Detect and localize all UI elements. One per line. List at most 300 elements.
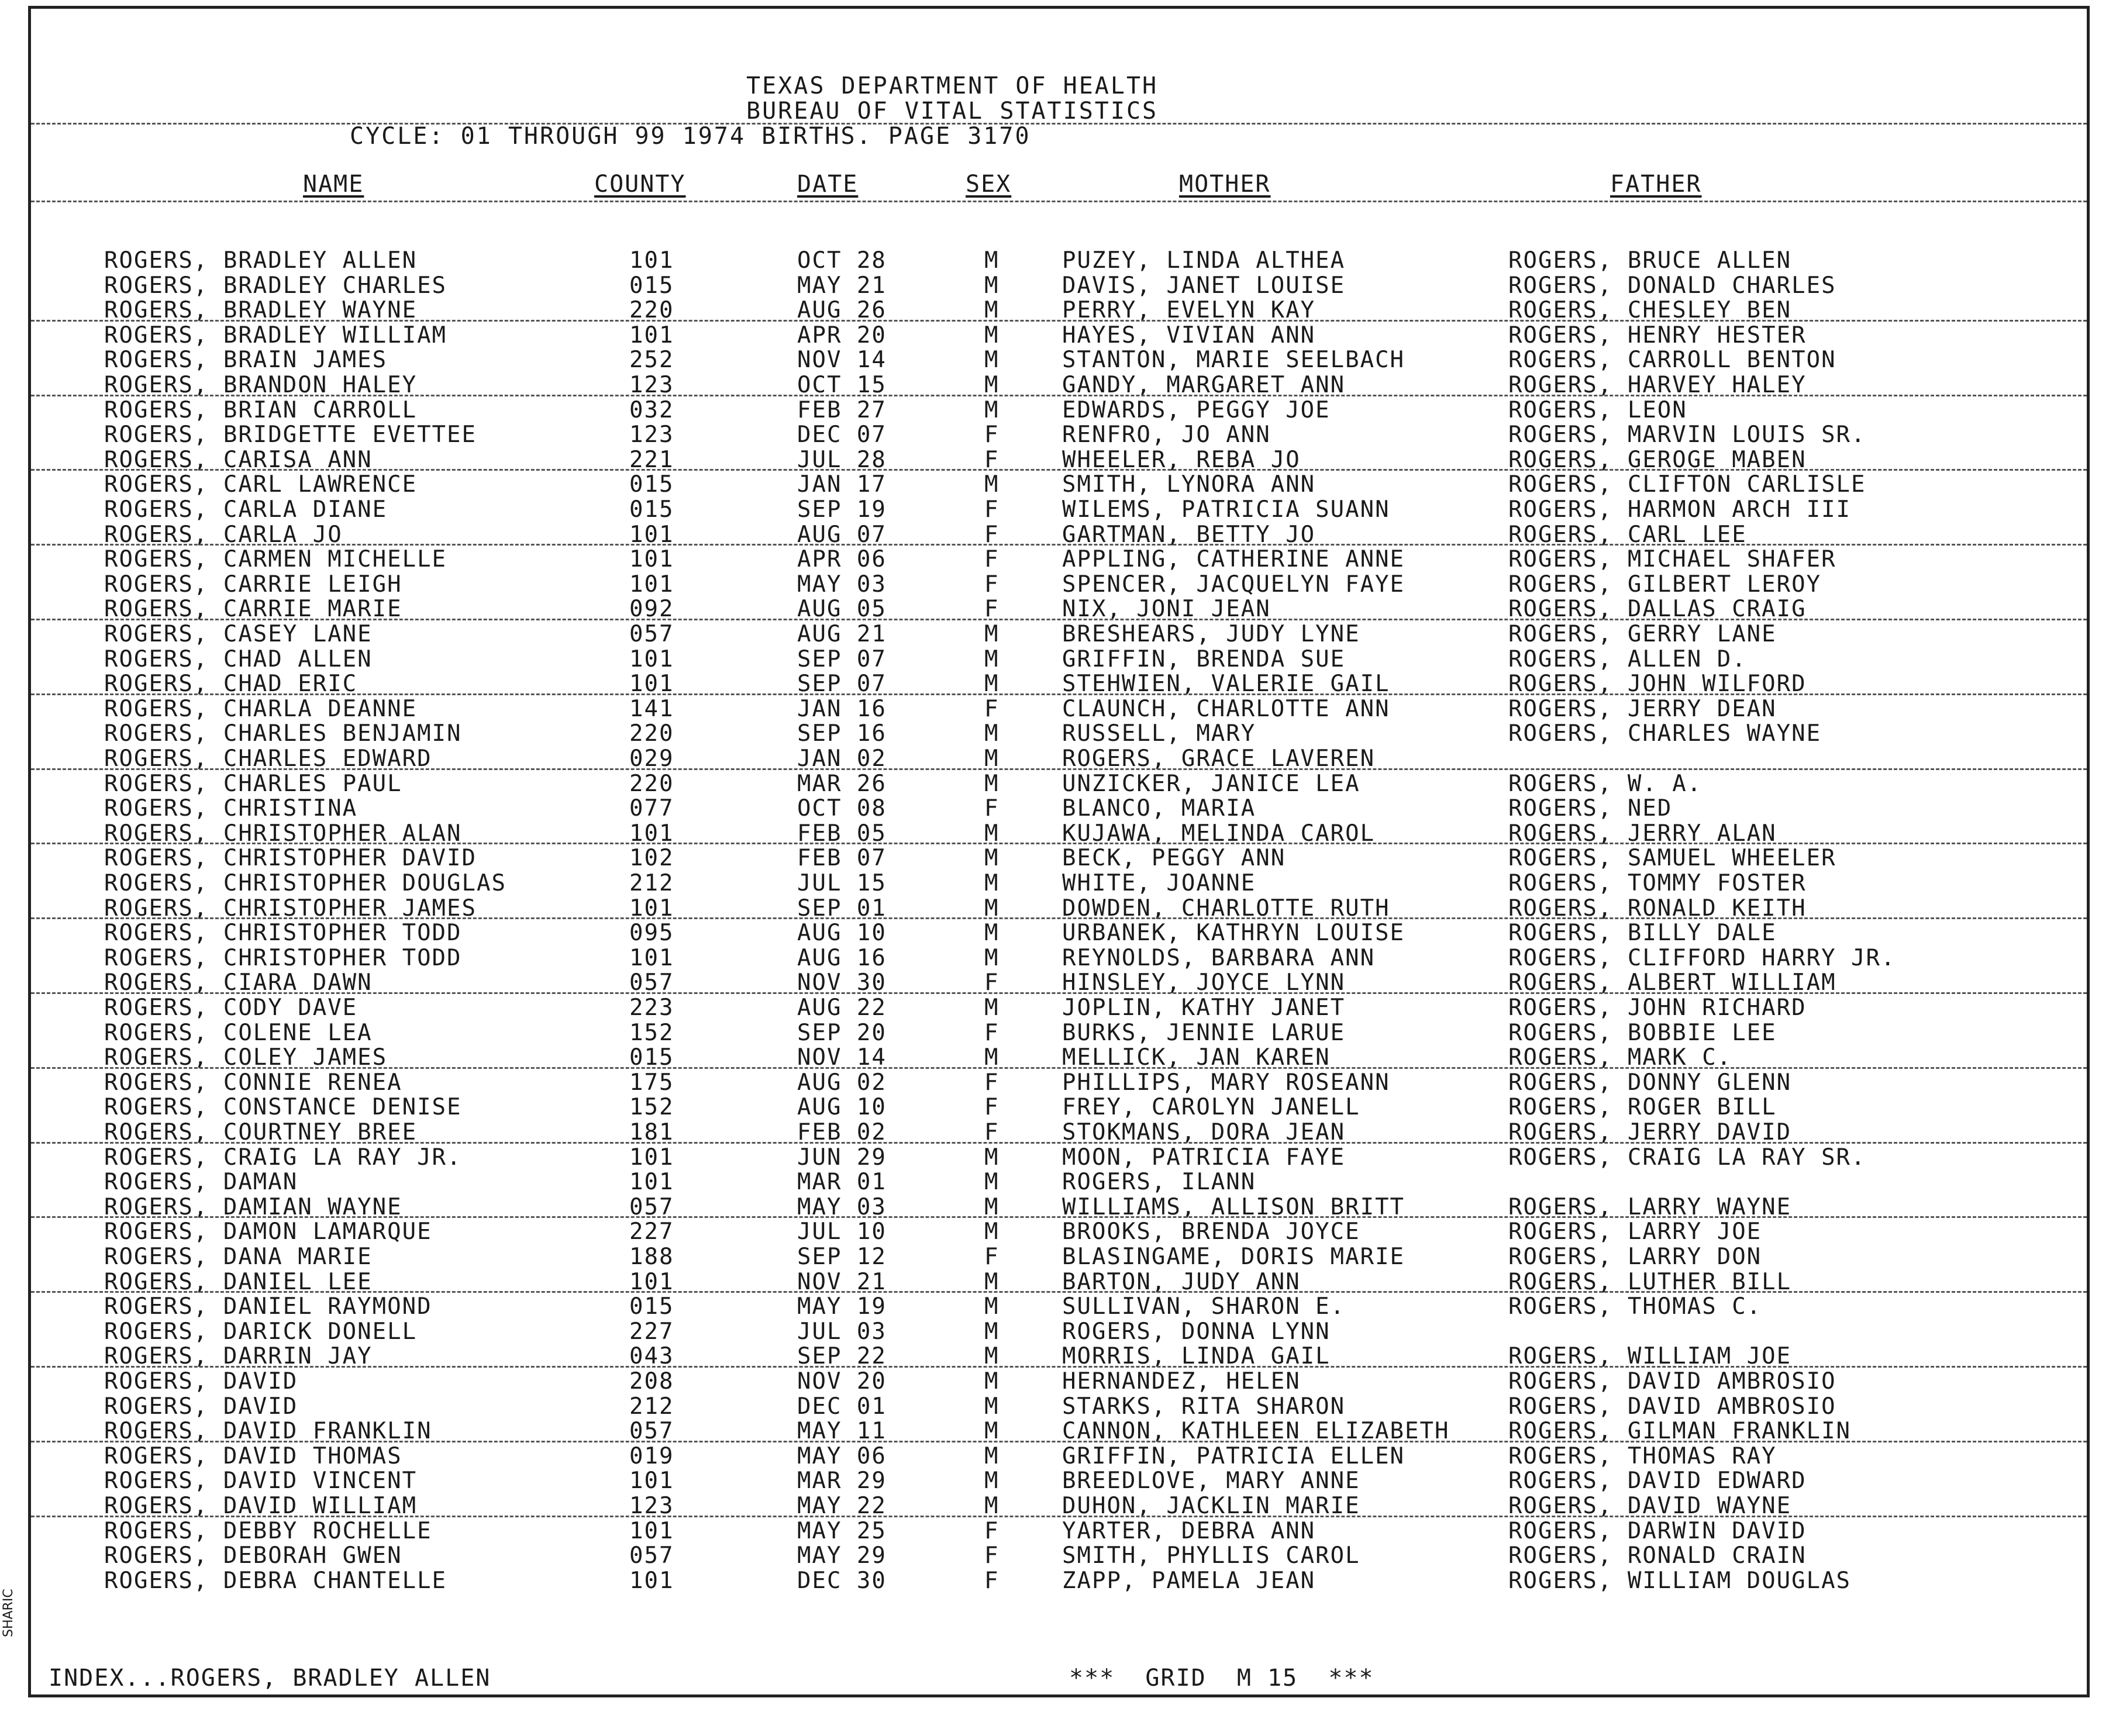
cell-name: ROGERS, CARLA JO: [104, 521, 343, 548]
cell-county: 220: [629, 770, 674, 797]
table-row: [31, 1145, 2087, 1170]
cell-sex: M: [984, 1318, 1000, 1345]
cell-mother: STARKS, RITA SHARON: [1062, 1393, 1346, 1420]
cell-father: ROGERS, THOMAS C.: [1508, 1293, 1762, 1320]
cell-date: JUL 28: [797, 446, 887, 473]
cell-sex: M: [984, 671, 1000, 698]
cell-date: NOV 14: [797, 347, 887, 374]
table-row: [31, 1544, 2087, 1568]
cell-father: ROGERS, DAVID AMBROSIO: [1508, 1368, 1836, 1395]
cell-mother: BARTON, JUDY ANN: [1062, 1268, 1301, 1295]
cell-name: ROGERS, BRADLEY WAYNE: [104, 297, 418, 324]
row-group-divider: [31, 917, 2087, 919]
cell-date: SEP 01: [797, 895, 887, 922]
cell-father: ROGERS, ROGER BILL: [1508, 1094, 1777, 1121]
footer-grid: *** GRID M 15 ***: [1069, 1665, 1374, 1692]
table-row: [31, 1295, 2087, 1319]
table-row: [31, 348, 2087, 372]
cell-county: 101: [629, 820, 674, 847]
cell-date: MAY 22: [797, 1493, 887, 1519]
cell-date: APR 20: [797, 322, 887, 348]
cell-date: AUG 21: [797, 621, 887, 647]
table-row: [31, 1519, 2087, 1544]
cell-county: 057: [629, 621, 674, 647]
cell-mother: BREEDLOVE, MARY ANNE: [1062, 1468, 1360, 1495]
cell-county: 019: [629, 1442, 674, 1469]
table-row: [31, 323, 2087, 348]
cell-name: ROGERS, DAVID: [104, 1368, 298, 1395]
cell-name: ROGERS, CARRIE LEIGH: [104, 571, 402, 598]
cell-father: ROGERS, CLIFFORD HARRY JR.: [1508, 944, 1896, 971]
table-row: [31, 1095, 2087, 1120]
header-divider: [31, 123, 2087, 125]
cell-father: ROGERS, GILBERT LEROY: [1508, 571, 1822, 598]
cell-father: ROGERS, LARRY WAYNE: [1508, 1193, 1792, 1220]
cell-sex: M: [984, 770, 1000, 797]
cell-date: DEC 30: [797, 1567, 887, 1594]
cell-name: ROGERS, DAMAN: [104, 1169, 298, 1196]
cell-date: SEP 07: [797, 671, 887, 698]
cell-sex: M: [984, 347, 1000, 374]
cell-county: 227: [629, 1219, 674, 1245]
cell-date: JUL 10: [797, 1219, 887, 1245]
cell-father: ROGERS, SAMUEL WHEELER: [1508, 845, 1836, 872]
cell-county: 175: [629, 1069, 674, 1096]
cell-name: ROGERS, CASEY LANE: [104, 621, 373, 647]
cell-sex: M: [984, 1044, 1000, 1071]
cell-date: NOV 30: [797, 969, 887, 996]
cell-mother: ROGERS, DONNA LYNN: [1062, 1318, 1331, 1345]
cell-mother: RUSSELL, MARY: [1062, 720, 1256, 747]
table-row: [31, 921, 2087, 945]
cell-mother: MOON, PATRICIA FAYE: [1062, 1144, 1346, 1171]
cell-father: ROGERS, CARROLL BENTON: [1508, 347, 1836, 374]
cell-sex: F: [984, 571, 1000, 598]
cell-county: 123: [629, 1493, 674, 1519]
cell-sex: M: [984, 1493, 1000, 1519]
cell-county: 029: [629, 746, 674, 772]
cell-name: ROGERS, DANIEL RAYMOND: [104, 1293, 432, 1320]
cell-mother: SMITH, PHYLLIS CAROL: [1062, 1542, 1360, 1569]
cell-county: 181: [629, 1119, 674, 1145]
cell-name: ROGERS, DAVID THOMAS: [104, 1442, 402, 1469]
cell-county: 057: [629, 969, 674, 996]
cell-sex: F: [984, 969, 1000, 996]
cell-county: 220: [629, 297, 674, 324]
cell-date: OCT 08: [797, 795, 887, 822]
cell-date: MAR 01: [797, 1169, 887, 1196]
row-group-divider: [31, 992, 2087, 994]
cell-name: ROGERS, CHARLA DEANNE: [104, 695, 418, 722]
cell-date: MAY 03: [797, 571, 887, 598]
row-group-divider: [31, 469, 2087, 471]
cell-name: ROGERS, DEBBY ROCHELLE: [104, 1517, 432, 1544]
table-row: [31, 274, 2087, 298]
cell-date: FEB 05: [797, 820, 887, 847]
cell-sex: M: [984, 1442, 1000, 1469]
cell-mother: CANNON, KATHLEEN ELIZABETH: [1062, 1418, 1450, 1445]
cell-father: ROGERS, DALLAS CRAIG: [1508, 596, 1807, 623]
cell-father: ROGERS, GILMAN FRANKLIN: [1508, 1418, 1852, 1445]
cell-sex: M: [984, 1219, 1000, 1245]
column-header-date: DATE: [797, 171, 859, 198]
cell-sex: M: [984, 920, 1000, 947]
cell-sex: M: [984, 372, 1000, 398]
cell-name: ROGERS, CONSTANCE DENISE: [104, 1094, 462, 1121]
cell-date: AUG 26: [797, 297, 887, 324]
cell-father: ROGERS, HENRY HESTER: [1508, 322, 1807, 348]
cell-date: JAN 16: [797, 695, 887, 722]
cell-father: ROGERS, MARVIN LOUIS SR.: [1508, 422, 1866, 448]
cell-date: OCT 28: [797, 247, 887, 274]
cell-county: 015: [629, 1044, 674, 1071]
cell-date: AUG 22: [797, 995, 887, 1021]
cell-name: ROGERS, CHAD ERIC: [104, 671, 358, 698]
bureau-title: BUREAU OF VITAL STATISTICS: [746, 98, 1159, 125]
cell-mother: DUHON, JACKLIN MARIE: [1062, 1493, 1360, 1519]
row-group-divider: [31, 395, 2087, 396]
cell-county: 092: [629, 596, 674, 623]
cell-date: MAY 19: [797, 1293, 887, 1320]
cell-mother: APPLING, CATHERINE ANNE: [1062, 546, 1405, 573]
cell-mother: ROGERS, ILANN: [1062, 1169, 1256, 1196]
cell-name: ROGERS, BRAIN JAMES: [104, 347, 388, 374]
cell-date: SEP 12: [797, 1244, 887, 1270]
cell-date: AUG 07: [797, 521, 887, 548]
cell-father: ROGERS, JOHN WILFORD: [1508, 671, 1807, 698]
cell-mother: BLASINGAME, DORIS MARIE: [1062, 1244, 1405, 1270]
cell-mother: DAVIS, JANET LOUISE: [1062, 272, 1346, 299]
cell-name: ROGERS, CHARLES EDWARD: [104, 746, 432, 772]
cell-mother: MORRIS, LINDA GAIL: [1062, 1343, 1331, 1370]
cell-father: ROGERS, RONALD CRAIN: [1508, 1542, 1807, 1569]
cell-mother: HINSLEY, JOYCE LYNN: [1062, 969, 1346, 996]
cell-date: SEP 20: [797, 1019, 887, 1046]
cell-county: 212: [629, 1393, 674, 1420]
cell-county: 223: [629, 995, 674, 1021]
cell-father: ROGERS, DAVID AMBROSIO: [1508, 1393, 1836, 1420]
cell-father: ROGERS, WILLIAM DOUGLAS: [1508, 1567, 1852, 1594]
cell-name: ROGERS, CHARLES PAUL: [104, 770, 402, 797]
table-row: [31, 1469, 2087, 1493]
cell-date: MAR 26: [797, 770, 887, 797]
column-header-name: NAME: [303, 171, 364, 198]
cell-county: 101: [629, 1169, 674, 1196]
cell-name: ROGERS, DAMON LAMARQUE: [104, 1219, 432, 1245]
cell-father: ROGERS, TOMMY FOSTER: [1508, 870, 1807, 896]
cell-mother: JOPLIN, KATHY JANET: [1062, 995, 1346, 1021]
cell-father: ROGERS, CRAIG LA RAY SR.: [1508, 1144, 1866, 1171]
cell-father: ROGERS, BILLY DALE: [1508, 920, 1777, 947]
cell-father: ROGERS, W. A.: [1508, 770, 1703, 797]
cell-mother: WHITE, JOANNE: [1062, 870, 1256, 896]
cell-father: ROGERS, LUTHER BILL: [1508, 1268, 1792, 1295]
cell-county: 101: [629, 671, 674, 698]
cell-father: ROGERS, HARVEY HALEY: [1508, 372, 1807, 398]
cell-name: ROGERS, CHRISTOPHER JAMES: [104, 895, 477, 922]
cell-father: ROGERS, RONALD KEITH: [1508, 895, 1807, 922]
cell-county: 101: [629, 1517, 674, 1544]
cell-name: ROGERS, CHRISTINA: [104, 795, 358, 822]
table-row: [31, 1071, 2087, 1095]
cell-mother: BURKS, JENNIE LARUE: [1062, 1019, 1346, 1046]
row-group-divider: [31, 619, 2087, 620]
cell-county: 101: [629, 571, 674, 598]
cell-father: ROGERS, DARWIN DAVID: [1508, 1517, 1807, 1544]
cell-county: 032: [629, 396, 674, 423]
cell-mother: HERNANDEZ, HELEN: [1062, 1368, 1301, 1395]
cell-sex: F: [984, 1069, 1000, 1096]
cell-county: 123: [629, 372, 674, 398]
table-row: [31, 871, 2087, 896]
cell-mother: BROOKS, BRENDA JOYCE: [1062, 1219, 1360, 1245]
cell-sex: F: [984, 695, 1000, 722]
cell-sex: M: [984, 621, 1000, 647]
cell-father: ROGERS, GERRY LANE: [1508, 621, 1777, 647]
cell-county: 095: [629, 920, 674, 947]
cell-county: 152: [629, 1019, 674, 1046]
cell-mother: SULLIVAN, SHARON E.: [1062, 1293, 1346, 1320]
cell-date: FEB 07: [797, 845, 887, 872]
cell-date: JAN 02: [797, 746, 887, 772]
cell-county: 101: [629, 247, 674, 274]
cell-county: 221: [629, 446, 674, 473]
cell-date: MAY 03: [797, 1193, 887, 1220]
table-row: [31, 472, 2087, 497]
cell-name: ROGERS, CARISA ANN: [104, 446, 373, 473]
cell-mother: WILEMS, PATRICIA SUANN: [1062, 496, 1390, 523]
document-frame: [28, 6, 2090, 1697]
cell-sex: M: [984, 720, 1000, 747]
row-group-divider: [31, 843, 2087, 844]
cell-date: MAY 11: [797, 1418, 887, 1445]
cell-sex: F: [984, 1244, 1000, 1270]
cell-name: ROGERS, CHARLES BENJAMIN: [104, 720, 462, 747]
cell-sex: F: [984, 795, 1000, 822]
cell-father: ROGERS, JERRY ALAN: [1508, 820, 1777, 847]
table-row: [31, 846, 2087, 871]
cell-name: ROGERS, BRADLEY ALLEN: [104, 247, 418, 274]
cell-name: ROGERS, CARL LAWRENCE: [104, 471, 418, 498]
row-group-divider: [31, 544, 2087, 546]
cell-father: ROGERS, LARRY DON: [1508, 1244, 1762, 1270]
cell-name: ROGERS, DARICK DONELL: [104, 1318, 418, 1345]
cell-county: 015: [629, 471, 674, 498]
cell-father: ROGERS, ALLEN D.: [1508, 646, 1747, 672]
cell-date: FEB 27: [797, 396, 887, 423]
cell-date: DEC 01: [797, 1393, 887, 1420]
cell-mother: STOKMANS, DORA JEAN: [1062, 1119, 1346, 1145]
cell-name: ROGERS, CODY DAVE: [104, 995, 358, 1021]
cell-county: 101: [629, 1567, 674, 1594]
row-group-divider: [31, 1516, 2087, 1517]
cell-father: ROGERS, THOMAS RAY: [1508, 1442, 1777, 1469]
cell-father: ROGERS, ALBERT WILLIAM: [1508, 969, 1836, 996]
cell-father: ROGERS, CHARLES WAYNE: [1508, 720, 1822, 747]
cell-mother: GANDY, MARGARET ANN: [1062, 372, 1346, 398]
cell-mother: URBANEK, KATHRYN LOUISE: [1062, 920, 1405, 947]
cycle-line: CYCLE: 01 THROUGH 99 1974 BIRTHS. PAGE 3170: [350, 123, 1031, 150]
table-row: [31, 1170, 2087, 1195]
cell-date: AUG 10: [797, 920, 887, 947]
cell-county: 057: [629, 1193, 674, 1220]
cell-date: MAY 29: [797, 1542, 887, 1569]
cell-name: ROGERS, CHRISTOPHER DOUGLAS: [104, 870, 506, 896]
cell-mother: YARTER, DEBRA ANN: [1062, 1517, 1316, 1544]
row-group-divider: [31, 1366, 2087, 1368]
cell-name: ROGERS, BRIAN CARROLL: [104, 396, 418, 423]
table-row: [31, 796, 2087, 821]
table-row: [31, 1220, 2087, 1244]
cell-mother: BLANCO, MARIA: [1062, 795, 1256, 822]
cell-date: SEP 22: [797, 1343, 887, 1370]
table-row: [31, 622, 2087, 647]
cell-name: ROGERS, DEBRA CHANTELLE: [104, 1567, 447, 1594]
cell-mother: KUJAWA, MELINDA CAROL: [1062, 820, 1376, 847]
cell-mother: SPENCER, JACQUELYN FAYE: [1062, 571, 1405, 598]
cell-county: 077: [629, 795, 674, 822]
cell-county: 101: [629, 322, 674, 348]
cell-date: AUG 05: [797, 596, 887, 623]
cell-county: 057: [629, 1542, 674, 1569]
cell-county: 152: [629, 1094, 674, 1121]
cell-county: 101: [629, 895, 674, 922]
table-row: [31, 772, 2087, 796]
column-header-mother: MOTHER: [1179, 171, 1271, 198]
cell-mother: PUZEY, LINDA ALTHEA: [1062, 247, 1346, 274]
cell-county: 141: [629, 695, 674, 722]
cell-date: MAR 29: [797, 1468, 887, 1495]
cell-father: ROGERS, LEON: [1508, 396, 1687, 423]
cell-sex: F: [984, 1019, 1000, 1046]
cell-sex: M: [984, 895, 1000, 922]
cell-sex: F: [984, 546, 1000, 573]
table-row: [31, 1569, 2087, 1593]
cell-county: 015: [629, 1293, 674, 1320]
cell-county: 101: [629, 646, 674, 672]
cell-name: ROGERS, DEBORAH GWEN: [104, 1542, 402, 1569]
cell-sex: M: [984, 1418, 1000, 1445]
cell-mother: ROGERS, GRACE LAVEREN: [1062, 746, 1376, 772]
cell-sex: M: [984, 471, 1000, 498]
cell-father: ROGERS, DONNY GLENN: [1508, 1069, 1792, 1096]
cell-father: ROGERS, JERRY DAVID: [1508, 1119, 1792, 1145]
cell-mother: PERRY, EVELYN KAY: [1062, 297, 1316, 324]
cell-mother: GRIFFIN, PATRICIA ELLEN: [1062, 1442, 1405, 1469]
cell-name: ROGERS, DAVID: [104, 1393, 298, 1420]
cell-mother: DOWDEN, CHARLOTTE RUTH: [1062, 895, 1390, 922]
cell-mother: WHEELER, REBA JO: [1062, 446, 1301, 473]
table-row: [31, 398, 2087, 423]
cell-mother: NIX, JONI JEAN: [1062, 596, 1271, 623]
cell-county: 212: [629, 870, 674, 896]
column-header-divider: [31, 201, 2087, 202]
cell-county: 188: [629, 1244, 674, 1270]
cell-county: 102: [629, 845, 674, 872]
cell-sex: M: [984, 1468, 1000, 1495]
cell-mother: STANTON, MARIE SEELBACH: [1062, 347, 1405, 374]
cell-date: SEP 07: [797, 646, 887, 672]
cell-sex: M: [984, 272, 1000, 299]
row-group-divider: [31, 1291, 2087, 1293]
cell-father: ROGERS, DAVID EDWARD: [1508, 1468, 1807, 1495]
cell-father: ROGERS, GEROGE MABEN: [1508, 446, 1807, 473]
cell-sex: F: [984, 521, 1000, 548]
cell-county: 227: [629, 1318, 674, 1345]
cell-father: ROGERS, WILLIAM JOE: [1508, 1343, 1792, 1370]
cell-father: ROGERS, MICHAEL SHAFER: [1508, 546, 1836, 573]
cell-county: 057: [629, 1418, 674, 1445]
cell-father: ROGERS, JERRY DEAN: [1508, 695, 1777, 722]
table-row: [31, 572, 2087, 597]
cell-father: ROGERS, CHESLEY BEN: [1508, 297, 1792, 324]
table-row: [31, 1444, 2087, 1469]
cell-county: 101: [629, 546, 674, 573]
cell-mother: WILLIAMS, ALLISON BRITT: [1062, 1193, 1405, 1220]
cell-father: ROGERS, MARK C.: [1508, 1044, 1732, 1071]
table-row: [31, 1395, 2087, 1419]
cell-sex: M: [984, 944, 1000, 971]
cell-father: ROGERS, JOHN RICHARD: [1508, 995, 1807, 1021]
cell-sex: M: [984, 995, 1000, 1021]
cell-date: SEP 19: [797, 496, 887, 523]
row-group-divider: [31, 1216, 2087, 1218]
cell-sex: F: [984, 1542, 1000, 1569]
cell-sex: M: [984, 1368, 1000, 1395]
cell-mother: SMITH, LYNORA ANN: [1062, 471, 1316, 498]
cell-mother: PHILLIPS, MARY ROSEANN: [1062, 1069, 1390, 1096]
cell-date: MAY 21: [797, 272, 887, 299]
cell-sex: F: [984, 1517, 1000, 1544]
cell-name: ROGERS, DANA MARIE: [104, 1244, 373, 1270]
table-row: [31, 647, 2087, 672]
cell-date: FEB 02: [797, 1119, 887, 1145]
cell-date: AUG 16: [797, 944, 887, 971]
cell-sex: M: [984, 1144, 1000, 1171]
cell-sex: M: [984, 322, 1000, 348]
cell-mother: BRESHEARS, JUDY LYNE: [1062, 621, 1360, 647]
cell-sex: F: [984, 422, 1000, 448]
cell-county: 043: [629, 1343, 674, 1370]
cell-name: ROGERS, CHRISTOPHER TODD: [104, 944, 462, 971]
cell-name: ROGERS, DAVID WILLIAM: [104, 1493, 418, 1519]
cell-father: ROGERS, DONALD CHARLES: [1508, 272, 1836, 299]
cell-mother: GRIFFIN, BRENDA SUE: [1062, 646, 1346, 672]
cell-name: ROGERS, DARRIN JAY: [104, 1343, 373, 1370]
row-group-divider: [31, 693, 2087, 695]
cell-mother: HAYES, VIVIAN ANN: [1062, 322, 1316, 348]
cell-date: NOV 20: [797, 1368, 887, 1395]
cell-father: ROGERS, DAVID WAYNE: [1508, 1493, 1792, 1519]
cell-county: 101: [629, 944, 674, 971]
cell-county: 101: [629, 1468, 674, 1495]
cell-name: ROGERS, CHRISTOPHER TODD: [104, 920, 462, 947]
cell-sex: M: [984, 870, 1000, 896]
cell-name: ROGERS, COLENE LEA: [104, 1019, 373, 1046]
cell-date: NOV 14: [797, 1044, 887, 1071]
cell-sex: F: [984, 596, 1000, 623]
table-row: [31, 722, 2087, 746]
cell-county: 101: [629, 521, 674, 548]
cell-county: 015: [629, 272, 674, 299]
row-group-divider: [31, 1441, 2087, 1442]
cell-sex: M: [984, 1293, 1000, 1320]
table-row: [31, 1320, 2087, 1344]
column-header-county: COUNTY: [594, 171, 686, 198]
cell-mother: MELLICK, JAN KAREN: [1062, 1044, 1331, 1071]
cell-mother: FREY, CAROLYN JANELL: [1062, 1094, 1360, 1121]
cell-name: ROGERS, BRIDGETTE EVETTEE: [104, 422, 477, 448]
